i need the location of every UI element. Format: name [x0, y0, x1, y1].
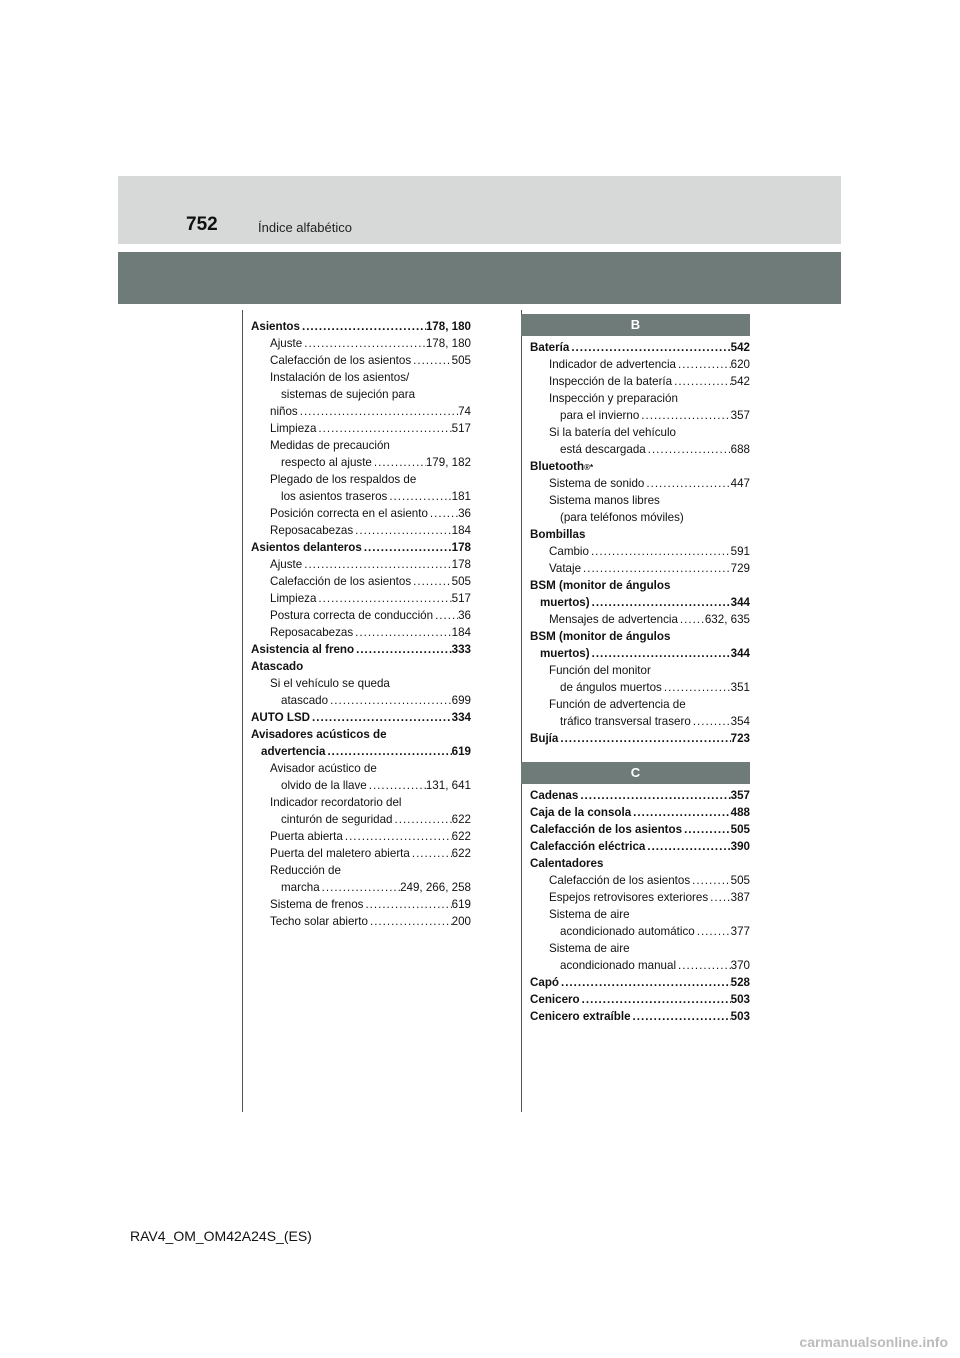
dot-leader	[578, 787, 730, 804]
index-entry	[530, 679, 750, 696]
manual-code: RAV4_OM_OM42A24S_(ES)	[130, 1228, 312, 1244]
entry-page-ref: 542	[730, 375, 750, 388]
entry-term: de ángulos muertos	[560, 681, 662, 694]
index-entry	[530, 475, 750, 492]
entry-term: Inspección y preparación	[549, 392, 678, 405]
dot-leader	[672, 373, 731, 390]
entry-term: Cenicero extraíble	[530, 1010, 631, 1023]
index-entry	[530, 696, 750, 713]
entry-term: Atascado	[251, 660, 304, 673]
dot-leader	[676, 957, 731, 974]
entry-term: Calefacción de los asientos	[530, 823, 683, 836]
index-entry	[251, 624, 471, 641]
dot-leader	[316, 590, 451, 607]
entry-page-ref: 344	[730, 647, 750, 660]
entry-page-ref: 390	[730, 840, 750, 853]
entry-page-ref: 357	[730, 409, 750, 422]
entry-page-ref: 377	[730, 925, 750, 938]
index-entry	[530, 974, 750, 991]
entry-page-ref: 344	[730, 596, 750, 609]
dot-leader	[690, 872, 731, 889]
index-entry	[530, 611, 750, 628]
index-entry	[251, 913, 471, 930]
dot-leader	[310, 709, 452, 726]
index-entry	[530, 356, 750, 373]
index-entry	[251, 879, 471, 896]
dot-leader	[631, 804, 730, 821]
entry-term: Calefacción de los asientos	[270, 575, 412, 588]
left-column-rule	[242, 310, 243, 1112]
index-entry: Bluetooth ®*	[530, 460, 594, 473]
index-entry	[530, 923, 750, 940]
index-entry	[530, 492, 750, 509]
index-entry	[251, 386, 471, 403]
entry-page-ref: 333	[451, 643, 471, 656]
section-title: Índice alfabético	[258, 220, 352, 235]
entry-term: Si el vehículo se queda	[270, 677, 390, 690]
dot-leader	[646, 441, 731, 458]
index-entry	[251, 369, 471, 386]
entry-page-ref: 249, 266, 258	[400, 881, 471, 894]
dot-leader	[558, 730, 730, 747]
index-entry	[251, 352, 471, 369]
entry-page-ref: 131, 641	[425, 779, 471, 792]
index-entry	[251, 437, 471, 454]
entry-term: Puerta abierta	[270, 830, 343, 843]
entry-term: BSM (monitor de ángulos	[530, 579, 671, 592]
index-entry	[251, 760, 471, 777]
entry-term: muertos)	[540, 647, 590, 660]
entry-term: Función de advertencia de	[549, 698, 686, 711]
index-entry	[251, 522, 471, 539]
entry-page-ref: 528	[730, 976, 750, 989]
entry-term: Reducción de	[270, 864, 341, 877]
entry-term: cinturón de seguridad	[281, 813, 393, 826]
entry-term: acondicionado manual	[560, 959, 677, 972]
entry-page-ref: 517	[451, 422, 471, 435]
index-entry	[251, 658, 471, 675]
entry-term: Calefacción de los asientos	[549, 874, 691, 887]
index-section-c	[530, 787, 750, 1025]
dot-leader	[343, 828, 452, 845]
index-entry	[251, 539, 471, 556]
dot-leader	[691, 713, 731, 730]
index-entry	[251, 318, 471, 335]
entry-page-ref: 591	[730, 545, 750, 558]
index-entry	[530, 838, 750, 855]
entry-term: atascado	[281, 694, 329, 707]
index-entry	[251, 709, 471, 726]
entry-term: Asistencia al freno	[251, 643, 355, 656]
entry-term: está descargada	[560, 443, 646, 456]
entry-term: Vataje	[549, 562, 582, 575]
dot-leader	[428, 505, 458, 522]
entry-term: Inspección de la batería	[549, 375, 673, 388]
entry-term: Sistema de sonido	[549, 477, 645, 490]
entry-term: Indicador de advertencia	[549, 358, 676, 371]
index-entry	[530, 662, 750, 679]
entry-page-ref: 447	[730, 477, 750, 490]
dot-leader	[411, 352, 452, 369]
dot-leader	[328, 692, 452, 709]
entry-page-ref: 179, 182	[425, 456, 471, 469]
index-entry	[530, 889, 750, 906]
entry-term: para el invierno	[560, 409, 640, 422]
index-entry	[251, 590, 471, 607]
watermark: carmanualsonline.info	[799, 1334, 948, 1350]
index-entry	[530, 645, 750, 662]
entry-page-ref: 688	[730, 443, 750, 456]
entry-page-ref: 505	[730, 874, 750, 887]
entry-page-ref: 723	[730, 732, 750, 745]
entry-term: Capó	[530, 976, 559, 989]
index-entry	[530, 407, 750, 424]
entry-term: Ajuste	[270, 558, 303, 571]
entry-page-ref: 36	[458, 609, 471, 622]
dot-leader	[682, 821, 731, 838]
entry-page-ref: 620	[730, 358, 750, 371]
entry-term: (para teléfonos móviles)	[560, 511, 684, 524]
entry-term: Función del monitor	[549, 664, 651, 677]
entry-term: Bombillas	[530, 528, 586, 541]
entry-page-ref: 622	[451, 813, 471, 826]
entry-term: Cambio	[549, 545, 589, 558]
entry-term: Reposacabezas	[270, 524, 354, 537]
index-entry	[251, 607, 471, 624]
entry-term: Batería	[530, 341, 570, 354]
entry-page-ref: 632, 635	[704, 613, 750, 626]
entry-term: Cadenas	[530, 789, 579, 802]
entry-page-ref: 505	[730, 823, 750, 836]
entry-term: Reposacabezas	[270, 626, 354, 639]
dot-leader	[316, 420, 451, 437]
index-entry	[530, 804, 750, 821]
entry-term: sistemas de sujeción para	[281, 388, 416, 401]
index-entry	[251, 692, 471, 709]
entry-term: Posición correcta en el asiento	[270, 507, 428, 520]
index-entry	[251, 743, 471, 760]
index-entry	[251, 420, 471, 437]
entry-term: Cenicero	[530, 993, 580, 1006]
page-number: 752	[186, 214, 218, 235]
dot-leader	[353, 522, 452, 539]
index-entry	[530, 577, 750, 594]
entry-page-ref: 354	[730, 715, 750, 728]
entry-term: olvido de la llave	[281, 779, 367, 792]
letter-header-b: B	[521, 314, 750, 336]
dot-leader	[298, 403, 458, 420]
index-entry	[530, 872, 750, 889]
entry-page-ref: 517	[451, 592, 471, 605]
entry-page-ref: 370	[730, 959, 750, 972]
entry-term: Indicador recordatorio del	[270, 796, 402, 809]
index-section-b	[530, 339, 750, 747]
index-entry	[251, 726, 471, 743]
entry-page-ref: 178, 180	[425, 320, 471, 333]
entry-term: Asientos delanteros	[251, 541, 362, 554]
entry-term: respecto al ajuste	[281, 456, 372, 469]
entry-term: los asientos traseros	[281, 490, 388, 503]
entry-term: Ajuste	[270, 337, 303, 350]
entry-term: acondicionado automático	[560, 925, 695, 938]
entry-term: Caja de la consola	[530, 806, 632, 819]
index-entry	[530, 628, 750, 645]
entry-term: tráfico transversal trasero	[560, 715, 691, 728]
dot-leader	[631, 1008, 731, 1025]
dot-leader	[645, 838, 730, 855]
index-entry	[251, 556, 471, 573]
entry-term: Instalación de los asientos/	[270, 371, 410, 384]
entry-page-ref: 503	[730, 1010, 750, 1023]
dot-leader	[708, 889, 731, 906]
entry-term: Avisadores acústicos de	[251, 728, 387, 741]
index-entry	[251, 403, 471, 420]
dot-leader	[368, 913, 452, 930]
entry-page-ref: 699	[451, 694, 471, 707]
entry-page-ref: 542	[730, 341, 750, 354]
entry-term: Bluetooth	[530, 460, 585, 473]
dot-leader	[695, 923, 731, 940]
entry-term: Sistema manos libres	[549, 494, 660, 507]
entry-term: niños	[270, 405, 298, 418]
entry-term: Puerta del maletero abierta	[270, 847, 410, 860]
dot-leader	[676, 356, 731, 373]
index-entry	[251, 845, 471, 862]
index-entry	[530, 509, 750, 526]
index-entry	[251, 641, 471, 658]
index-column-left	[251, 318, 471, 930]
entry-term: muertos)	[540, 596, 590, 609]
index-entry	[530, 855, 750, 872]
index-entry	[530, 906, 750, 923]
index-entry	[530, 594, 750, 611]
entry-term: Asientos	[251, 320, 300, 333]
dot-leader	[393, 811, 452, 828]
index-entry	[530, 940, 750, 957]
dot-leader	[353, 624, 452, 641]
right-column-rule	[521, 310, 522, 1112]
dot-leader	[569, 339, 730, 356]
entry-term: Calentadores	[530, 857, 604, 870]
dot-leader	[589, 543, 731, 560]
entry-page-ref: 729	[730, 562, 750, 575]
entry-term: Avisador acústico de	[270, 762, 377, 775]
index-entry	[530, 339, 750, 356]
dot-leader	[590, 594, 731, 611]
index-entry	[251, 777, 471, 794]
dot-leader	[302, 335, 426, 352]
entry-term: Sistema de aire	[549, 942, 630, 955]
index-entry	[251, 675, 471, 692]
entry-page-ref: 622	[451, 830, 471, 843]
dot-leader	[362, 539, 452, 556]
entry-page-ref: 619	[451, 745, 471, 758]
entry-page-ref: 351	[730, 681, 750, 694]
entry-page-ref: 178, 180	[425, 337, 471, 350]
entry-page-ref: 200	[451, 915, 471, 928]
entry-page-ref: 184	[451, 524, 471, 537]
entry-page-ref: 178	[451, 558, 471, 571]
entry-page-ref: 619	[451, 898, 471, 911]
dot-leader	[581, 560, 731, 577]
index-entry	[530, 991, 750, 1008]
dot-leader	[559, 974, 731, 991]
entry-page-ref: 74	[458, 405, 471, 418]
entry-page-ref: 36	[458, 507, 471, 520]
entry-term: marcha	[281, 881, 320, 894]
dot-leader	[411, 573, 452, 590]
dot-leader	[372, 454, 426, 471]
dot-leader	[410, 845, 452, 862]
index-entry	[251, 454, 471, 471]
letter-header-c: C	[521, 762, 750, 784]
index-entry	[251, 828, 471, 845]
dot-leader	[662, 679, 731, 696]
entry-page-ref: 184	[451, 626, 471, 639]
entry-page-ref: 505	[451, 575, 471, 588]
entry-term: Calefacción eléctrica	[530, 840, 646, 853]
index-entry	[530, 713, 750, 730]
index-entry	[251, 811, 471, 828]
index-entry	[530, 957, 750, 974]
entry-term: Plegado de los respaldos de	[270, 473, 417, 486]
entry-page-ref: 387	[730, 891, 750, 904]
dot-leader	[302, 556, 451, 573]
index-entry	[251, 862, 471, 879]
dot-leader	[325, 743, 451, 760]
index-entry	[251, 573, 471, 590]
dot-leader	[433, 607, 458, 624]
index-entry	[251, 471, 471, 488]
entry-page-ref: 357	[730, 789, 750, 802]
dot-leader	[580, 991, 731, 1008]
entry-term: Calefacción de los asientos	[270, 354, 412, 367]
index-entry	[251, 505, 471, 522]
index-entry	[530, 526, 750, 543]
dot-leader	[354, 641, 452, 658]
entry-term: Medidas de precaución	[270, 439, 390, 452]
entry-page-ref: 622	[451, 847, 471, 860]
entry-page-ref: 181	[451, 490, 471, 503]
entry-page-ref: 488	[730, 806, 750, 819]
index-entry	[251, 794, 471, 811]
index-entry	[530, 1008, 750, 1025]
dot-leader	[590, 645, 731, 662]
index-entry	[251, 896, 471, 913]
index-entry	[530, 424, 750, 441]
entry-term: Mensajes de advertencia	[549, 613, 678, 626]
index-entry	[530, 730, 750, 747]
entry-term: Limpieza	[270, 592, 317, 605]
entry-page-ref: 334	[451, 711, 471, 724]
dot-leader	[320, 879, 400, 896]
entry-term: AUTO LSD	[251, 711, 311, 724]
entry-term: Sistema de aire	[549, 908, 630, 921]
dot-leader	[644, 475, 730, 492]
dot-leader	[300, 318, 426, 335]
entry-term: Limpieza	[270, 422, 317, 435]
entry-term: Si la batería del vehículo	[549, 426, 676, 439]
index-entry	[530, 821, 750, 838]
dot-leader	[367, 777, 426, 794]
entry-term: advertencia	[261, 745, 326, 758]
header-bar	[118, 176, 841, 244]
dot-leader	[363, 896, 451, 913]
index-entry	[530, 543, 750, 560]
entry-term: Sistema de frenos	[270, 898, 364, 911]
entry-page-ref: 178	[451, 541, 471, 554]
dot-leader	[387, 488, 451, 505]
header-band	[118, 252, 841, 304]
dot-leader	[639, 407, 730, 424]
index-entry	[530, 441, 750, 458]
index-entry	[530, 560, 750, 577]
entry-term: Techo solar abierto	[270, 915, 368, 928]
entry-term: Postura correcta de conducción	[270, 609, 434, 622]
entry-page-ref: 503	[730, 993, 750, 1006]
dot-leader	[678, 611, 705, 628]
entry-term: BSM (monitor de ángulos	[530, 630, 671, 643]
entry-page-ref: 505	[451, 354, 471, 367]
index-entry	[251, 335, 471, 352]
entry-term: Espejos retrovisores exteriores	[549, 891, 709, 904]
index-entry	[530, 390, 750, 407]
entry-term: Bujía	[530, 732, 559, 745]
index-entry	[530, 787, 750, 804]
index-entry	[251, 488, 471, 505]
index-entry	[530, 373, 750, 390]
